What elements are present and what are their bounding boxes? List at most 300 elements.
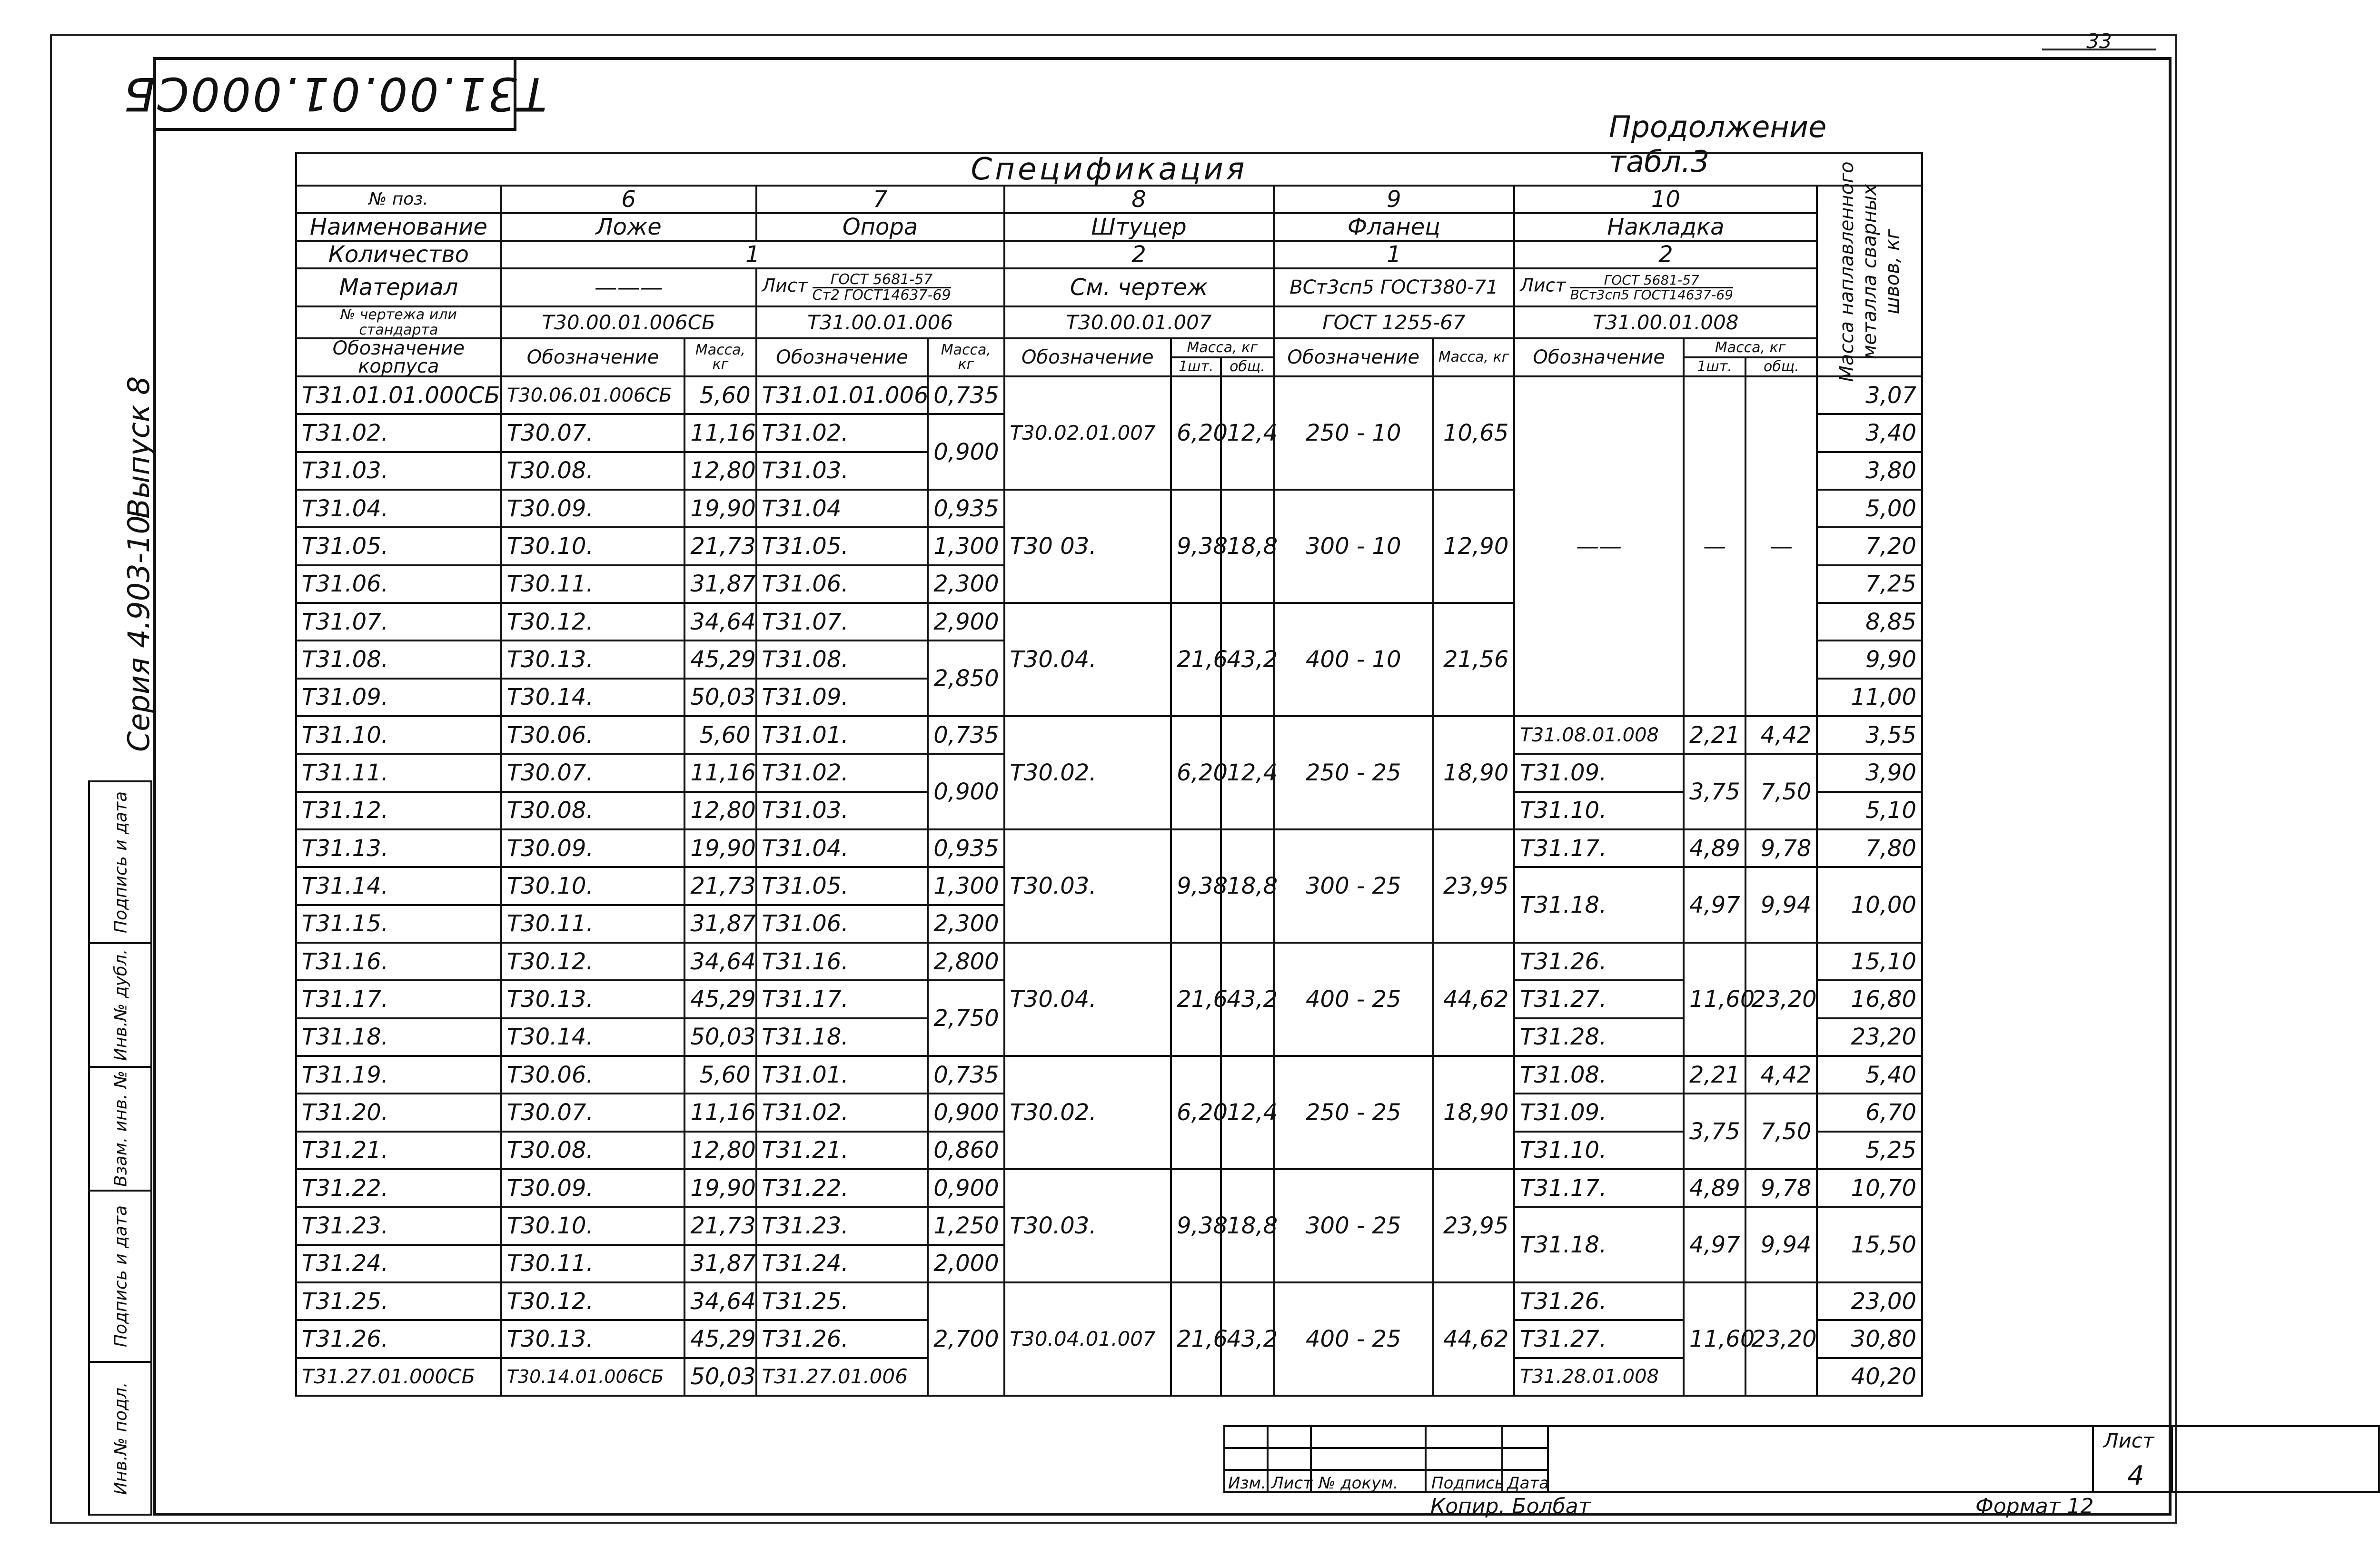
name-6: Ложе — [501, 213, 756, 241]
pos7-mass: 2,750 — [928, 980, 1004, 1056]
pos6-designation: Т30.06. — [501, 716, 685, 754]
body-designation: Т31.23. — [296, 1207, 501, 1244]
qty-8: 2 — [1004, 241, 1274, 268]
pos6-mass: 19,90 — [684, 829, 756, 867]
pos6-mass: 45,29 — [684, 980, 756, 1018]
pos7-designation: Т31.16. — [756, 943, 928, 980]
pos10-mass-total: 4,42 — [1745, 1056, 1817, 1094]
pos9-mass: 18,90 — [1433, 716, 1514, 829]
pos6-designation: Т30.08. — [501, 452, 685, 490]
tb-label-date: Дата — [1507, 1474, 1549, 1493]
copied-by: Копир. Болбат — [1430, 1494, 1591, 1518]
pos10-mass-one: 4,97 — [1684, 867, 1745, 943]
tb-cell — [1501, 1469, 1549, 1493]
body-designation: Т31.12. — [296, 792, 501, 829]
pos7-designation: Т31.06. — [756, 905, 928, 943]
tb-cell — [1310, 1447, 1427, 1471]
pos10-mass-total: 9,94 — [1745, 1207, 1817, 1282]
tb-cell — [1267, 1447, 1312, 1471]
material-10-prefix: Лист — [1520, 275, 1566, 296]
weld-mass: 11,00 — [1817, 679, 1922, 716]
pos10-designation: Т31.10. — [1514, 1132, 1684, 1169]
pos10-mass-one: 2,21 — [1684, 1056, 1745, 1094]
continuation-label: Продолжение табл.3 — [1609, 109, 1827, 179]
sub-mass-9: Масса, кг — [1433, 338, 1514, 376]
body-designation: Т31.09. — [296, 679, 501, 716]
material-6: ——— — [501, 268, 756, 306]
body-designation: Т31.14. — [296, 867, 501, 905]
pos10-mass-total: 23,20 — [1745, 943, 1817, 1056]
pos9-mass: 44,62 — [1433, 943, 1514, 1056]
pos9-mass: 18,90 — [1433, 1056, 1514, 1169]
pos7-mass: 0,900 — [928, 1094, 1004, 1131]
body-designation: Т31.21. — [296, 1132, 501, 1169]
pos6-designation: Т30.13. — [501, 641, 685, 678]
name-7: Опора — [756, 213, 1004, 241]
pos10-mass-one: 3,75 — [1684, 754, 1745, 829]
pos7-mass: 0,860 — [928, 1132, 1004, 1169]
pos10-mass-one: 4,89 — [1684, 829, 1745, 867]
pos6-mass: 45,29 — [684, 641, 756, 678]
pos7-designation: Т31.18. — [756, 1018, 928, 1056]
pos6-mass: 19,90 — [684, 490, 756, 527]
weld-mass: 23,20 — [1817, 1018, 1922, 1056]
pos10-designation: Т31.08. — [1514, 1056, 1684, 1094]
weld-mass: 8,85 — [1817, 603, 1922, 641]
material-7 — [756, 268, 1004, 306]
pos9-mass: 23,95 — [1433, 829, 1514, 943]
format-label: Формат 12 — [1975, 1494, 2094, 1518]
pos7-designation: Т31.21. — [756, 1132, 928, 1169]
tb-cell — [1223, 1447, 1269, 1471]
pos8-designation: Т30.04. — [1004, 603, 1171, 716]
pos7-mass: 0,735 — [928, 716, 1004, 754]
sub-des-9: Обозначение — [1274, 338, 1434, 376]
pos-10: 10 — [1514, 186, 1817, 213]
pos7-designation: Т31.01. — [756, 1056, 928, 1094]
pos7-mass: 1,300 — [928, 867, 1004, 905]
strip-cell: Взам. инв. № — [90, 1068, 152, 1192]
pos8-mass-total: 12,4 — [1221, 1056, 1273, 1169]
pos7-designation: Т31.22. — [756, 1169, 928, 1207]
pos10-mass-one: 2,21 — [1684, 716, 1745, 754]
specification-table — [295, 152, 1923, 1397]
pos8-designation: Т30.03. — [1004, 1169, 1171, 1282]
pos6-mass: 34,64 — [684, 603, 756, 641]
pos10-designation: Т31.17. — [1514, 1169, 1684, 1207]
body-designation: Т31.22. — [296, 1169, 501, 1207]
pos10-designation: Т31.18. — [1514, 867, 1684, 943]
pos8-mass-one: 9,38 — [1171, 829, 1221, 943]
pos7-designation: Т31.01.01.006 — [756, 376, 928, 414]
pos10-designation: Т31.08.01.008 — [1514, 716, 1684, 754]
weld-mass: 7,20 — [1817, 527, 1922, 565]
body-designation: Т31.17. — [296, 980, 501, 1018]
weld-mass: 3,40 — [1817, 414, 1922, 452]
pos6-mass: 31,87 — [684, 1245, 756, 1282]
tb-cell — [1501, 1447, 1549, 1471]
weld-mass: 7,80 — [1817, 829, 1922, 867]
weld-mass: 5,00 — [1817, 490, 1922, 527]
pos10-mass-total: 4,42 — [1745, 716, 1817, 754]
pos10-mass-total: 9,78 — [1745, 829, 1817, 867]
pos7-mass: 2,800 — [928, 943, 1004, 980]
pos6-mass: 50,03 — [684, 1018, 756, 1056]
tb-main — [1547, 1425, 2380, 1493]
weld-mass: 3,90 — [1817, 754, 1922, 791]
strip-cell: Подпись и дата — [90, 782, 152, 944]
weld-mass: 40,20 — [1817, 1358, 1922, 1396]
tb-cell — [1223, 1469, 1269, 1493]
sub-total-10: общ. — [1745, 357, 1817, 376]
pos8-mass-one: 9,38 — [1171, 1169, 1221, 1282]
pos6-designation: Т30.06.01.006СБ — [501, 376, 685, 414]
pos9-mass: 10,65 — [1433, 376, 1514, 490]
tb-sheet — [2092, 1425, 2173, 1493]
body-designation: Т31.25. — [296, 1282, 501, 1320]
left-strip — [88, 780, 152, 1516]
sub-des-6: Обозначение — [501, 338, 685, 376]
pos6-mass: 34,64 — [684, 943, 756, 980]
body-designation: Т31.08. — [296, 641, 501, 678]
pos10-mass-one: 11,60 — [1684, 1282, 1745, 1396]
weld-mass: 23,00 — [1817, 1282, 1922, 1320]
pos7-mass: 1,300 — [928, 527, 1004, 565]
pos7-mass: 0,935 — [928, 829, 1004, 867]
material-7-prefix: Лист — [762, 275, 808, 296]
pos8-mass-one: 6,20 — [1171, 716, 1221, 829]
pos8-mass-total: 43,2 — [1221, 943, 1273, 1056]
pos10-designation: —— — [1514, 376, 1684, 716]
body-designation: Т31.18. — [296, 1018, 501, 1056]
pos6-designation: Т30.14. — [501, 1018, 685, 1056]
sub-total-8: общ. — [1221, 357, 1273, 376]
pos8-mass-one: 6,20 — [1171, 1056, 1221, 1169]
sub-des-8: Обозначение — [1004, 338, 1171, 376]
pos7-mass: 2,000 — [928, 1245, 1004, 1282]
weld-mass: 9,90 — [1817, 641, 1922, 678]
pos10-mass-total: 9,78 — [1745, 1169, 1817, 1207]
pos8-mass-total: 18,8 — [1221, 1169, 1273, 1282]
qty-6-7: 1 — [501, 241, 1004, 268]
weld-mass: 30,80 — [1817, 1320, 1922, 1358]
qty-label: Количество — [296, 241, 501, 268]
pos7-designation: Т31.04. — [756, 829, 928, 867]
weld-mass: 6,70 — [1817, 1094, 1922, 1131]
material-10-top: ГОСТ 5681-57 — [1570, 274, 1733, 288]
pos6-mass: 5,60 — [684, 1056, 756, 1094]
pos10-designation: Т31.17. — [1514, 829, 1684, 867]
pos10-mass-total: 23,20 — [1745, 1282, 1817, 1396]
pos6-mass: 50,03 — [684, 679, 756, 716]
pos6-mass: 12,80 — [684, 452, 756, 490]
body-designation: Т31.05. — [296, 527, 501, 565]
sub-mass-7: Масса, кг — [928, 338, 1004, 376]
pos10-designation: Т31.27. — [1514, 1320, 1684, 1358]
body-designation: Т31.02. — [296, 414, 501, 452]
drawing-10: Т31.00.01.008 — [1514, 306, 1817, 338]
pos7-mass: 2,700 — [928, 1282, 1004, 1396]
pos7-designation: Т31.25. — [756, 1282, 928, 1320]
page-number-top: 33 — [2042, 30, 2156, 50]
pos7-designation: Т31.08. — [756, 641, 928, 678]
sub-mass-8: Масса, кг — [1171, 338, 1273, 357]
table-title: Спецификация — [296, 153, 1922, 186]
pos7-designation: Т31.23. — [756, 1207, 928, 1244]
pos7-designation: Т31.05. — [756, 867, 928, 905]
pos10-designation: Т31.26. — [1514, 1282, 1684, 1320]
pos6-designation: Т30.12. — [501, 1282, 685, 1320]
sub-des-10: Обозначение — [1514, 338, 1684, 376]
pos10-mass-total: — — [1745, 376, 1817, 716]
pos10-mass-total: 7,50 — [1745, 754, 1817, 829]
pos7-mass: 0,900 — [928, 754, 1004, 829]
pos7-designation: Т31.06. — [756, 565, 928, 603]
pos7-designation: Т31.09. — [756, 679, 928, 716]
pos8-mass-total: 18,8 — [1221, 490, 1273, 603]
pos6-mass: 5,60 — [684, 376, 756, 414]
body-designation: Т31.27.01.000СБ — [296, 1358, 501, 1396]
body-designation: Т31.01.01.000СБ — [296, 376, 501, 414]
stamp-code: Т31.00.01.000СБ — [121, 67, 547, 120]
pos8-designation: Т30.02. — [1004, 1056, 1171, 1169]
pos7-mass: 0,735 — [928, 1056, 1004, 1094]
body-designation: Т31.10. — [296, 716, 501, 754]
sub-des-7: Обозначение — [756, 338, 928, 376]
tb-cell — [1501, 1425, 1549, 1449]
body-designation: Т31.15. — [296, 905, 501, 943]
weld-mass-header: Масса наплавленного металла сварных швов, кг — [1817, 186, 1922, 357]
tb-label-sign: Подпись — [1431, 1474, 1504, 1493]
material-label: Материал — [296, 268, 501, 306]
pos6-mass: 45,29 — [684, 1320, 756, 1358]
pos6-mass: 11,16 — [684, 414, 756, 452]
pos6-mass: 34,64 — [684, 1282, 756, 1320]
pos6-designation: Т30.10. — [501, 867, 685, 905]
tb-cell — [1310, 1469, 1427, 1493]
pos8-mass-total: 12,4 — [1221, 376, 1273, 490]
pos9-designation: 250 - 25 — [1274, 716, 1434, 829]
weld-mass: 5,25 — [1817, 1132, 1922, 1169]
pos6-designation: Т30.08. — [501, 792, 685, 829]
pos7-mass: 2,900 — [928, 603, 1004, 641]
sheet-number: 4 — [2127, 1460, 2144, 1491]
pos7-designation: Т31.04 — [756, 490, 928, 527]
series-label: Серия 4.903-10 — [121, 515, 156, 752]
tb-label-izm: Изм. — [1228, 1474, 1266, 1493]
pos6-mass: 31,87 — [684, 905, 756, 943]
pos10-designation: Т31.10. — [1514, 792, 1684, 829]
weld-mass: 10,70 — [1817, 1169, 1922, 1207]
pos6-designation: Т30.09. — [501, 1169, 685, 1207]
name-8: Штуцер — [1004, 213, 1274, 241]
pos9-mass: 21,56 — [1433, 603, 1514, 716]
pos10-designation: Т31.18. — [1514, 1207, 1684, 1282]
pos6-designation: Т30.12. — [501, 943, 685, 980]
pos-9: 9 — [1274, 186, 1515, 213]
pos7-mass: 0,900 — [928, 414, 1004, 490]
strip-cell: Подпись и дата — [90, 1192, 152, 1363]
pos6-designation: Т30.09. — [501, 829, 685, 867]
pos8-designation: Т30.03. — [1004, 829, 1171, 943]
pos6-mass: 12,80 — [684, 792, 756, 829]
pos7-designation: Т31.17. — [756, 980, 928, 1018]
sub-one-8: 1шт. — [1171, 357, 1221, 376]
pos6-designation: Т30.06. — [501, 1056, 685, 1094]
qty-9: 1 — [1274, 241, 1515, 268]
pos9-designation: 300 - 25 — [1274, 1169, 1434, 1282]
material-9: ВСт3сп5 ГОСТ380-71 — [1274, 268, 1515, 306]
pos10-designation: Т31.28. — [1514, 1018, 1684, 1056]
body-label: Обозначение корпуса — [296, 338, 501, 376]
pos10-designation: Т31.26. — [1514, 943, 1684, 980]
body-designation: Т31.20. — [296, 1094, 501, 1131]
weld-mass: 5,10 — [1817, 792, 1922, 829]
body-designation: Т31.04. — [296, 490, 501, 527]
name-10: Накладка — [1514, 213, 1817, 241]
pos7-designation: Т31.07. — [756, 603, 928, 641]
material-8: См. чертеж — [1004, 268, 1274, 306]
pos7-designation: Т31.24. — [756, 1245, 928, 1282]
body-designation: Т31.26. — [296, 1320, 501, 1358]
body-designation: Т31.13. — [296, 829, 501, 867]
qty-10: 2 — [1514, 241, 1817, 268]
material-10-bottom: ВСт3сп5 ГОСТ14637-69 — [1570, 286, 1733, 303]
pos10-mass-total: 9,94 — [1745, 867, 1817, 943]
pos10-mass-one: 4,97 — [1684, 1207, 1745, 1282]
pos6-mass: 5,60 — [684, 716, 756, 754]
strip-cell: Инв.№ дубл. — [90, 944, 152, 1068]
drawing-8: Т30.00.01.007 — [1004, 306, 1274, 338]
pos7-mass: 1,250 — [928, 1207, 1004, 1244]
pos6-designation: Т30.12. — [501, 603, 685, 641]
pos9-mass: 12,90 — [1433, 490, 1514, 603]
pos8-mass-total: 43,2 — [1221, 1282, 1273, 1396]
sub-one-10: 1шт. — [1684, 357, 1745, 376]
pos8-designation: Т30 03. — [1004, 490, 1171, 603]
pos9-designation: 300 - 10 — [1274, 490, 1434, 603]
sub-mass-10: Масса, кг — [1684, 338, 1817, 357]
pos8-mass-one: 21,6 — [1171, 603, 1221, 716]
pos6-designation: Т30.13. — [501, 1320, 685, 1358]
body-designation: Т31.19. — [296, 1056, 501, 1094]
pos9-designation: 400 - 10 — [1274, 603, 1434, 716]
pos9-designation: 400 - 25 — [1274, 1282, 1434, 1396]
weld-mass: 7,25 — [1817, 565, 1922, 603]
pos8-mass-one: 9,38 — [1171, 490, 1221, 603]
pos8-mass-one: 6,20 — [1171, 376, 1221, 490]
pos7-mass: 2,300 — [928, 565, 1004, 603]
weld-mass: 15,10 — [1817, 943, 1922, 980]
pos6-mass: 50,03 — [684, 1358, 756, 1396]
pos7-designation: Т31.02. — [756, 754, 928, 791]
pos-6: 6 — [501, 186, 756, 213]
pos8-mass-total: 43,2 — [1221, 603, 1273, 716]
pos6-designation: Т30.07. — [501, 754, 685, 791]
pos7-designation: Т31.01. — [756, 716, 928, 754]
name-9: Фланец — [1274, 213, 1515, 241]
pos10-mass-one: — — [1684, 376, 1745, 716]
pos10-mass-one: 4,89 — [1684, 1169, 1745, 1207]
pos6-designation: Т30.11. — [501, 1245, 685, 1282]
pos6-mass: 31,87 — [684, 565, 756, 603]
pos8-mass-one: 21,6 — [1171, 943, 1221, 1056]
pos6-mass: 11,16 — [684, 754, 756, 791]
material-7-bottom: Ст2 ГОСТ14637-69 — [812, 286, 951, 304]
pos9-designation: 300 - 25 — [1274, 829, 1434, 943]
tb-cell — [1223, 1425, 1269, 1449]
pos6-designation: Т30.14.01.006СБ — [501, 1358, 685, 1396]
material-7-top: ГОСТ 5681-57 — [813, 273, 951, 288]
tb-label-list: Лист — [1271, 1474, 1313, 1493]
weld-mass: 10,00 — [1817, 867, 1922, 943]
pos8-designation: Т30.02. — [1004, 716, 1171, 829]
weld-mass: 15,50 — [1817, 1207, 1922, 1282]
pos7-designation: Т31.02. — [756, 414, 928, 452]
pos7-designation: Т31.26. — [756, 1320, 928, 1358]
drawing-9: ГОСТ 1255-67 — [1274, 306, 1515, 338]
pos6-designation: Т30.10. — [501, 1207, 685, 1244]
pos6-designation: Т30.13. — [501, 980, 685, 1018]
pos6-mass: 19,90 — [684, 1169, 756, 1207]
sub-mass-6: Масса, кг — [684, 338, 756, 376]
pos6-designation: Т30.14. — [501, 679, 685, 716]
name-label: Наименование — [296, 213, 501, 241]
pos7-designation: Т31.03. — [756, 792, 928, 829]
pos10-mass-one: 3,75 — [1684, 1094, 1745, 1169]
weld-mass: 3,80 — [1817, 452, 1922, 490]
weld-mass: 16,80 — [1817, 980, 1922, 1018]
rotated-code-stamp — [121, 59, 547, 131]
tb-cell — [1425, 1425, 1503, 1449]
pos6-mass: 11,16 — [684, 1094, 756, 1131]
pos7-mass: 2,300 — [928, 905, 1004, 943]
body-designation: Т31.11. — [296, 754, 501, 791]
material-10 — [1514, 268, 1817, 306]
weld-mass: 3,55 — [1817, 716, 1922, 754]
pos6-designation: Т30.11. — [501, 565, 685, 603]
pos7-designation: Т31.03. — [756, 452, 928, 490]
issue-label: Выпуск 8 — [121, 376, 156, 519]
pos7-designation: Т31.27.01.006 — [756, 1358, 928, 1396]
pos10-mass-one: 11,60 — [1684, 943, 1745, 1056]
pos7-mass: 0,935 — [928, 490, 1004, 527]
drawing-7: Т31.00.01.006 — [756, 306, 1004, 338]
pos8-designation: Т30.04. — [1004, 943, 1171, 1056]
pos10-designation: Т31.27. — [1514, 980, 1684, 1018]
body-designation: Т31.06. — [296, 565, 501, 603]
pos10-mass-total: 7,50 — [1745, 1094, 1817, 1169]
pos-label: № поз. — [296, 186, 501, 213]
pos9-designation: 400 - 25 — [1274, 943, 1434, 1056]
pos10-designation: Т31.09. — [1514, 754, 1684, 791]
pos8-mass-total: 18,8 — [1221, 829, 1273, 943]
tb-label-doc: № докум. — [1319, 1474, 1398, 1493]
pos7-mass: 2,850 — [928, 641, 1004, 716]
pos9-mass: 44,62 — [1433, 1282, 1514, 1396]
drawing-label: № чертежа или стандарта — [296, 306, 501, 338]
pos7-designation: Т31.05. — [756, 527, 928, 565]
drawing-6: Т30.00.01.006СБ — [501, 306, 756, 338]
pos6-designation: Т30.08. — [501, 1132, 685, 1169]
pos6-designation: Т30.10. — [501, 527, 685, 565]
pos10-designation: Т31.28.01.008 — [1514, 1358, 1684, 1396]
pos8-designation: Т30.02.01.007 — [1004, 376, 1171, 490]
weld-mass: 3,07 — [1817, 376, 1922, 414]
pos6-designation: Т30.07. — [501, 414, 685, 452]
pos-7: 7 — [756, 186, 1004, 213]
body-designation: Т31.07. — [296, 603, 501, 641]
